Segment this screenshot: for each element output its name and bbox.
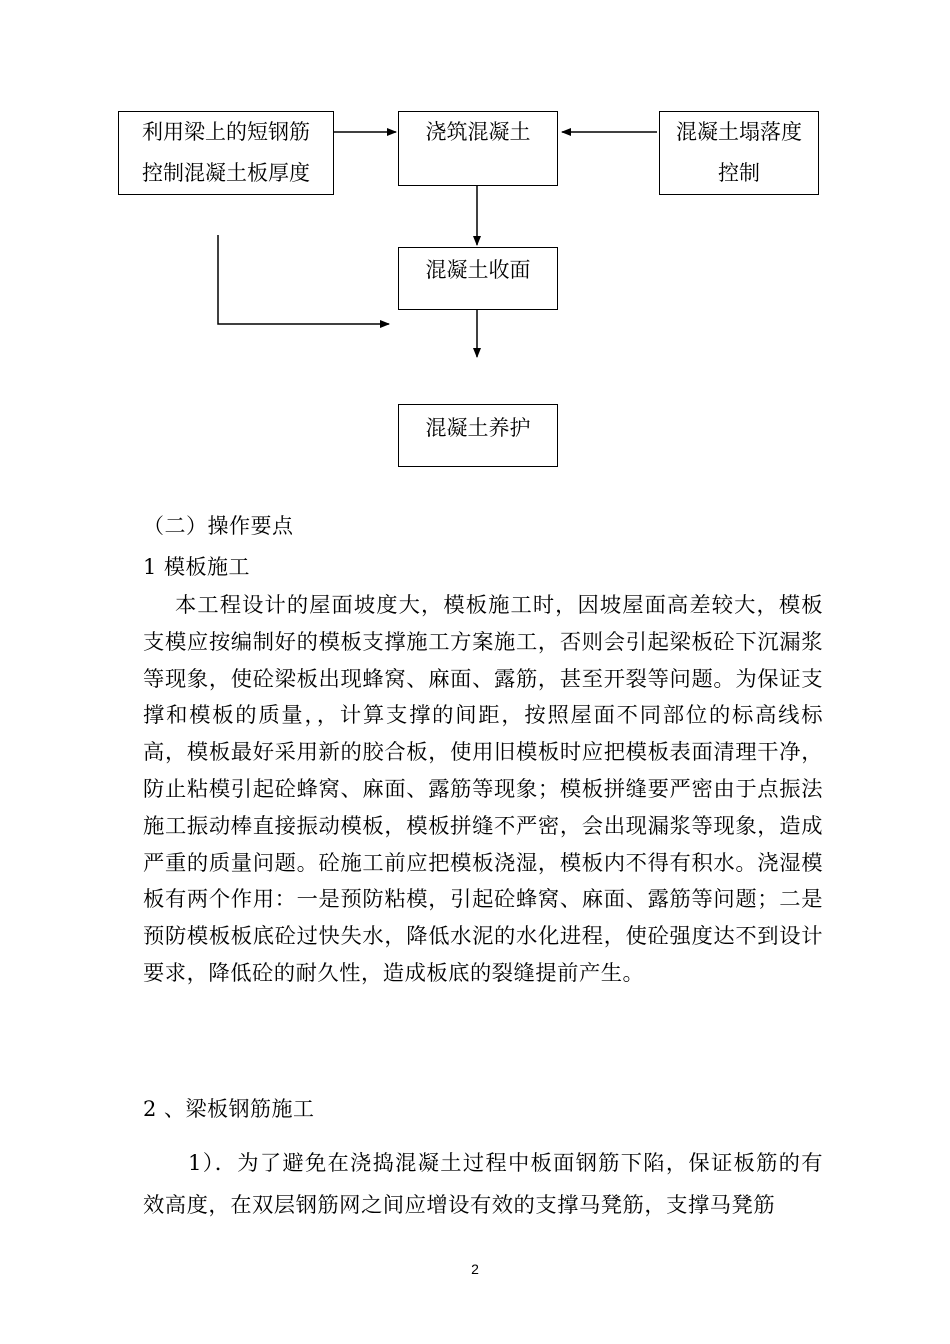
flow-box-line: 控制 [718, 161, 760, 185]
page-number: 2 [471, 1261, 479, 1277]
flow-box-surface-finish [398, 247, 558, 310]
flow-box-slump-control [659, 111, 819, 195]
flow-box-label: 混凝土收面 [425, 258, 531, 282]
flow-box-label: 混凝土养护 [425, 416, 531, 440]
flow-box-pour-concrete [398, 111, 558, 186]
flow-box-curing [398, 404, 558, 467]
arrow-side-to-finish [218, 235, 389, 324]
item2-heading: 2 、梁板钢筋施工 [143, 1097, 315, 1121]
section-heading: （二）操作要点 [143, 514, 294, 538]
item1-paragraph: 本工程设计的屋面坡度大，模板施工时，因坡屋面高差较大，模板支模应按编制好的模板支撑施工方案施工，否则会引起梁板砼下沉漏浆等现象，使砼梁板出现蜂窝、麻面、露筋，甚至开裂等问题。为保证支撑和模板的质量，，计算支撑的间距，按照屋面不同部位的标高线标高，模板最好采用新的胶合板，使用旧模板时应把模板表面清理干净，防止粘模引起砼蜂窝、麻面、露筋等现象；模板拼缝要严密由于点振法施工振动棒直接振动模板，模板拼缝不严密，会出现漏浆等现象，造成严重的质量问题。砼施工前应把模板浇湿，模板内不得有积水。浇湿模板有两个作用：一是预防粘模，引起砼蜂窝、麻面、露筋等问题；二是预防模板板底砼过快失水，降低水泥的水化进程，使砼强度达不到设计要求，降低砼的耐久性，造成板底的裂缝提前产生。 [143, 593, 823, 986]
flow-box-short-rebar-control [118, 111, 334, 195]
flow-box-line: 利用梁上的短钢筋 [142, 120, 310, 144]
item1-heading: 1 模板施工 [143, 555, 251, 579]
flow-box-line: 混凝土塌落度 [676, 120, 802, 144]
flow-box-label: 浇筑混凝土 [425, 120, 531, 144]
flow-box-line: 控制混凝土板厚度 [142, 161, 310, 185]
item2-paragraph: 1）．为了避免在浇捣混凝土过程中板面钢筋下陷，保证板筋的有效高度，在双层钢筋网之间应增设有效的支撑马凳筋，支撑马凳筋 [143, 1151, 823, 1218]
